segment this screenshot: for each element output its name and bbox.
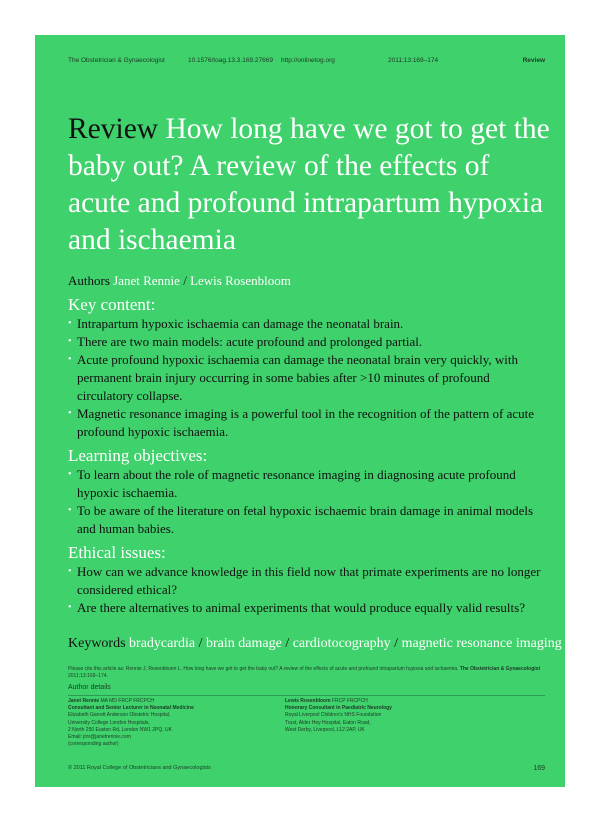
doi: 10.1576/toag.13.3.169.27669 [188, 57, 273, 64]
list-item: • Are there alternatives to animal experiments that would produce equally valid results? [68, 599, 548, 617]
learning-objectives-heading: Learning objectives: [68, 446, 208, 465]
title-text: How long have we got to get the baby out? A review of the effects of acute and profound intrapartum hypoxia and ischaemia [68, 113, 550, 256]
ethical-issues-heading: Ethical issues: [68, 543, 166, 562]
key-content-section [68, 295, 548, 441]
keyword: cardiotocography [292, 636, 391, 651]
keywords-line: Keywords bradycardia / brain damage / cardiotocography / magnetic resonance imaging [68, 636, 562, 651]
keyword: bradycardia [129, 636, 196, 651]
keywords-label: Keywords [68, 636, 126, 651]
author-name: Lewis Rosenbloom [190, 273, 291, 288]
list-item: • To be aware of the literature on fetal hypoxic ischaemic brain damage in animal models and human babies. [68, 502, 548, 538]
page-footer [68, 765, 545, 775]
list-item: • How can we advance knowledge in this field now that primate experiments are no longer considered ethical? [68, 563, 548, 599]
running-header [68, 57, 545, 69]
title-label: Review [68, 113, 159, 145]
article-title [68, 111, 558, 259]
list-item: • Acute profound hypoxic ischaemia can damage the neonatal brain very quickly, with permanent brain injury occurring in some babies after >10 minutes of profound circulatory collapse. [68, 351, 548, 405]
author-separator: / [179, 273, 191, 288]
keyword: brain damage [206, 636, 282, 651]
copyright: © 2011 Royal College of Obstetricians and Gynaecologists [68, 765, 211, 771]
article-panel [35, 35, 565, 787]
learning-objectives-section [68, 446, 548, 538]
divider [68, 695, 545, 696]
list-item: • Magnetic resonance imaging is a powerful tool in the recognition of the pattern of acute profound hypoxic ischaemia. [68, 405, 548, 441]
issue-citation: 2011;13:169–174 [388, 57, 439, 64]
journal-name: The Obstetrician & Gynaecologist [68, 57, 165, 64]
authors-line [68, 273, 291, 289]
ethical-issues-section [68, 543, 548, 617]
page-number: 169 [533, 765, 545, 772]
author-details-1: Janet Rennie MA MD FRCP FRCPCH Consultant and Senior Lecturer in Neonatal Medicine Elizabeth Garrett Anderson Obstetric Hospital, University College London Hospitals, 2 North 250 Euston Rd, London NW1 2PQ, UK Email: jmr@janetrennie.com (corresponding author) [68, 698, 194, 748]
keyword: magnetic resonance imaging [401, 636, 562, 651]
list-item: • Intrapartum hypoxic ischaemia can damage the neonatal brain. [68, 315, 548, 333]
author-name: Janet Rennie [113, 273, 180, 288]
list-item: • To learn about the role of magnetic resonance imaging in diagnosing acute profound hypoxic ischaemia. [68, 466, 548, 502]
citation-note: Please cite this article as: Rennie J, Rosenbloom L. How long have we got to get the baby out? A review of the effects of acute and profound intrapartum hypoxia and ischaemia. The Obstetrician & Gynaecologist 2011;13:169–174. [68, 666, 541, 679]
journal-url: http://onlinetog.org [281, 57, 335, 64]
list-item: • There are two main models: acute profound and prolonged partial. [68, 333, 548, 351]
author-details-label: Author details [68, 684, 111, 691]
key-content-heading: Key content: [68, 295, 156, 314]
authors-label: Authors [68, 273, 110, 288]
section-label: Review [522, 57, 545, 64]
author-details-2: Lewis Rosenbloom FRCP FRCPCH Honorary Consultant in Paediatric Neurology Royal Liverpool Children's NHS Foundation Trust, Alder Hey Hospital, Eaton Road, West Derby, Liverpool, L12 2AP, UK [285, 698, 392, 733]
